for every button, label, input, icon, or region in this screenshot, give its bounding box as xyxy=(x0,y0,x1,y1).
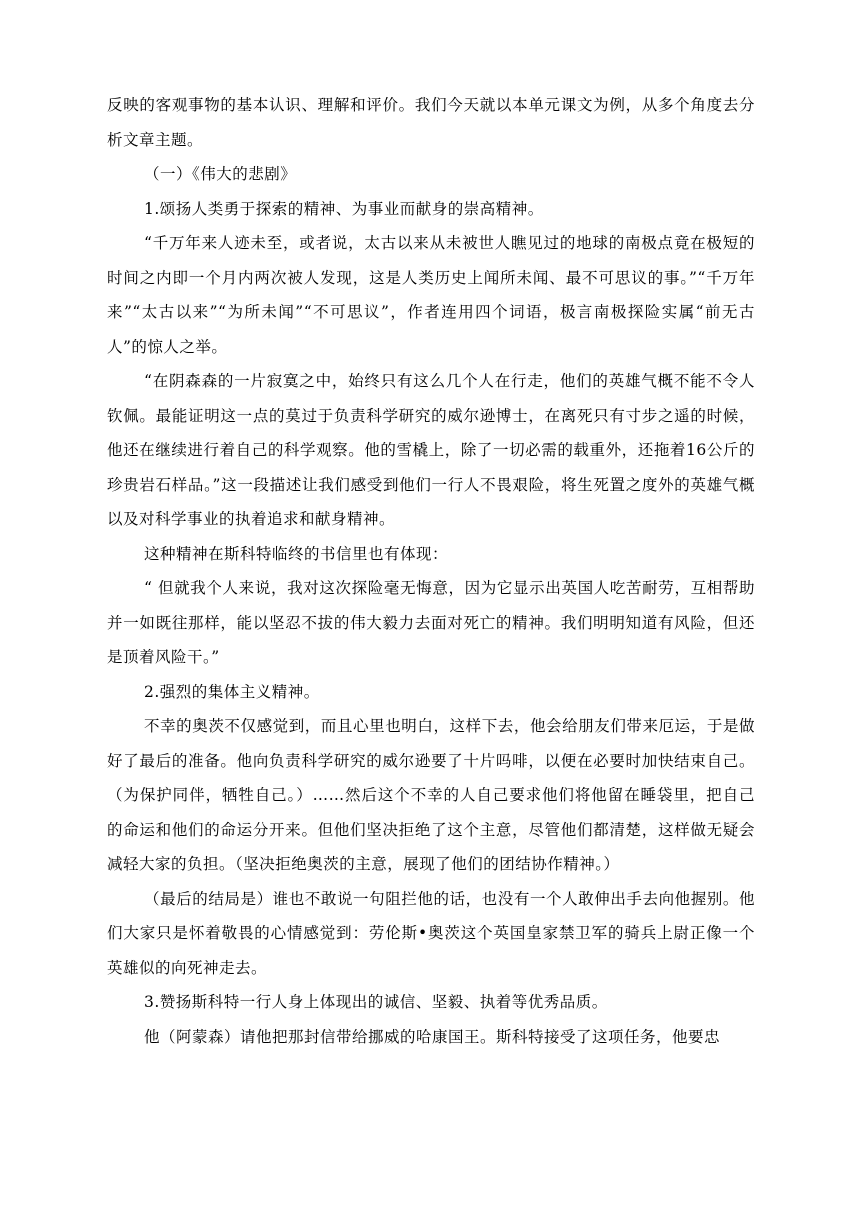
paragraph-wilson-quote: “在阴森森的一片寂寞之中，始终只有这么几个人在行走，他们的英雄气概不能不令人钦佩。最能证明这一点的莫过于负责科学研究的威尔逊博士，在离死只有寸步之遥的时候，他还在继续进行着自己的科学观察。他的雪橇上，除了一切必需的载重外，还拖着16公斤的珍贵岩石样品。”这一段描述让我们感受到他们一行人不畏艰险，将生死置之度外的英雄气概以及对科学事业的执着追求和献身精神。 xyxy=(107,372,755,528)
subheading-integrity-qualities: 3.赞扬斯科特一行人身上体现出的诚信、坚毅、执着等优秀品质。 xyxy=(144,993,608,1011)
subheading-exploration-spirit: 1.颂扬人类勇于探索的精神、为事业而献身的崇高精神。 xyxy=(144,199,544,218)
paragraph-south-pole-quote: “千万年来人迹未至，或者说，太古以来从未被世人瞧见过的地球的南极点竟在极短的时间之内即一个月内两次被人发现，这是人类历史上闻所未闻、最不可思议的事。”“千万年来”“太古以来”“为所未闻”“不可思议”，作者连用四个词语，极言南极探险实属“前无古人”的惊人之举。 xyxy=(107,234,755,356)
paragraph-oates-ending: （最后的结局是）谁也不敢说一句阻拦他的话，也没有一个人敢伸出手去向他握别。他们大家只是怀着敬畏的心情感觉到：劳伦斯•奥茨这个英国皇家禁卫军的骑兵上尉正像一个英雄似的向死神走去。 xyxy=(107,889,755,977)
section-heading-great-tragedy: （一）《伟大的悲剧》 xyxy=(144,165,297,183)
paragraph-scott-letter-intro: 这种精神在斯科特临终的书信里也有体现： xyxy=(144,544,449,563)
document-body xyxy=(107,88,755,1054)
paragraph-oates-sacrifice: 不幸的奥茨不仅感觉到，而且心里也明白，这样下去，他会给朋友们带来厄运，于是做好了最后的准备。他向负责科学研究的威尔逊要了十片吗啡，以便在必要时加快结束自己。（为保护同伴，牺牲自己。）……然后这个不幸的人自己要求他们将他留在睡袋里，把自己的命运和他们的命运分开来。但他们坚决拒绝了这个主意，尽管他们都清楚，这样做无疑会减轻大家的负担。（坚决拒绝奥茨的主意，展现了他们的团结协作精神。） xyxy=(107,717,755,873)
subheading-collective-spirit: 2.强烈的集体主义精神。 xyxy=(144,682,320,701)
paragraph-intro-continued: 反映的客观事物的基本认识、理解和评价。我们今天就以本单元课文为例，从多个角度去分析文章主题。 xyxy=(107,96,755,149)
paragraph-amundsen-letter: 他（阿蒙森）请他把那封信带给挪威的哈康国王。斯科特接受了这项任务，他要忠 xyxy=(144,1027,721,1046)
paragraph-scott-letter-quote: “ 但就我个人来说，我对这次探险毫无悔意，因为它显示出英国人吃苦耐劳，互相帮助并一如既往那样，能以坚忍不拔的伟大毅力去面对死亡的精神。我们明明知道有风险，但还是顶着风险干。” xyxy=(107,579,755,666)
